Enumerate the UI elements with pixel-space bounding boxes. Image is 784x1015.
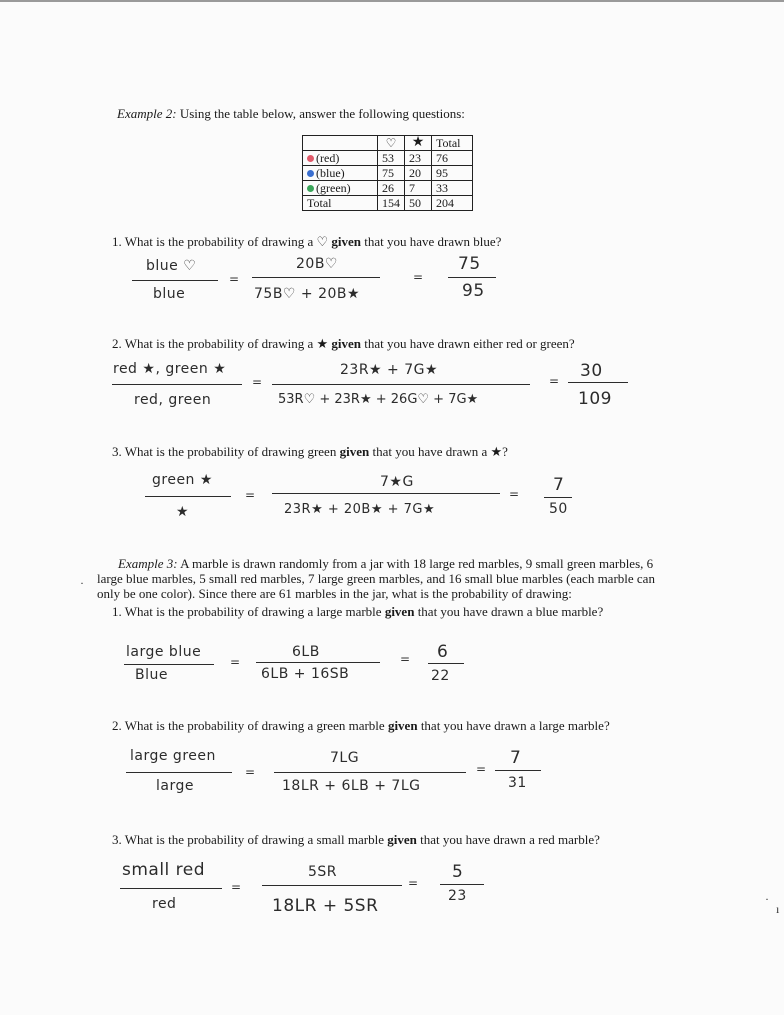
table-cell: 75 bbox=[378, 166, 405, 181]
red-dot-icon bbox=[307, 155, 314, 162]
ex2-q3-math-denominator: 23R★ + 20B★ + 7G★ bbox=[284, 502, 436, 517]
ex2-q2-word-denominator: red, green bbox=[134, 392, 212, 408]
ex2-q1-result-numerator: 75 bbox=[458, 254, 481, 274]
table-row-label bbox=[303, 166, 378, 181]
fraction-bar bbox=[112, 384, 242, 385]
table-header-cell bbox=[303, 136, 378, 151]
ex3-q2-math-numerator: 7LG bbox=[330, 750, 360, 766]
table-cell: 53 bbox=[378, 151, 405, 166]
equals-sign: = bbox=[252, 375, 263, 389]
row-label-text: (red) bbox=[316, 151, 340, 165]
stray-mark: ı bbox=[776, 902, 780, 916]
ex3-q1-word-denominator: Blue bbox=[135, 667, 168, 683]
ex2-question-3: 3. What is the probability of drawing green given that you have drawn a ★? bbox=[112, 444, 508, 459]
example3-line-1: Example 3: A marble is drawn randomly from a jar with 18 large red marbles, 9 small green marbles, 6 bbox=[118, 556, 654, 571]
ex3-q2-word-denominator: large bbox=[156, 778, 194, 794]
stray-mark: · bbox=[80, 576, 84, 590]
table-cell: 7 bbox=[405, 181, 432, 196]
ex2-q3-word-denominator: ★ bbox=[176, 504, 190, 520]
fraction-bar bbox=[448, 277, 496, 278]
example3-line-2: large blue marbles, 5 small red marbles, 7 large green marbles, and 16 small blue marbles (each marble can bbox=[97, 571, 655, 586]
ex2-q2-word-numerator: red ★, green ★ bbox=[113, 361, 227, 377]
equals-sign: = bbox=[230, 655, 241, 669]
ex2-q3-math-numerator: 7★G bbox=[380, 474, 414, 490]
table-cell: 204 bbox=[432, 196, 473, 211]
stray-mark: · bbox=[765, 892, 769, 906]
ex3-q1-result-numerator: 6 bbox=[437, 642, 449, 662]
example2-heading bbox=[117, 106, 465, 122]
table-row-label bbox=[303, 181, 378, 196]
table-cell: 76 bbox=[432, 151, 473, 166]
fraction-bar bbox=[126, 772, 232, 773]
ex3-q2-word-numerator: large green bbox=[130, 748, 216, 764]
ex3-q3-math-denominator: 18LR + 5SR bbox=[272, 896, 379, 916]
blue-dot-icon bbox=[307, 170, 314, 177]
table-header-row bbox=[303, 136, 473, 151]
table-row-label: Total bbox=[303, 196, 378, 211]
ex2-question-1: 1. What is the probability of drawing a ♡ given that you have drawn blue? bbox=[112, 234, 502, 249]
ex2-q1-math-numerator: 20B♡ bbox=[296, 256, 338, 272]
ex2-q2-result-denominator: 109 bbox=[578, 389, 612, 409]
green-dot-icon bbox=[307, 185, 314, 192]
example2-prompt: Using the table below, answer the following questions: bbox=[176, 106, 465, 121]
ex2-q3-word-numerator: green ★ bbox=[152, 472, 213, 488]
fraction-bar bbox=[132, 280, 218, 281]
ex3-q3-math-numerator: 5SR bbox=[308, 864, 338, 880]
ex2-q1-math-denominator: 75B♡ + 20B★ bbox=[254, 286, 361, 302]
fraction-bar bbox=[124, 664, 214, 665]
ex3-question-2: 2. What is the probability of drawing a green marble given that you have drawn a large marble? bbox=[112, 718, 610, 733]
ex2-q2-result-numerator: 30 bbox=[580, 361, 603, 381]
ex3-q3-word-numerator: small red bbox=[122, 860, 206, 880]
equals-sign: = bbox=[509, 487, 520, 501]
marble-table bbox=[302, 135, 473, 211]
table-cell: 20 bbox=[405, 166, 432, 181]
fraction-bar bbox=[495, 770, 541, 771]
fraction-bar bbox=[120, 888, 222, 889]
fraction-bar bbox=[256, 662, 380, 663]
ex3-question-3: 3. What is the probability of drawing a small marble given that you have drawn a red marble? bbox=[112, 832, 600, 847]
heart-icon: ♡ bbox=[378, 136, 405, 151]
scan-top-edge bbox=[0, 0, 784, 2]
fraction-bar bbox=[568, 382, 628, 383]
equals-sign: = bbox=[400, 652, 411, 666]
table-cell: 23 bbox=[405, 151, 432, 166]
ex3-q1-result-denominator: 22 bbox=[431, 668, 450, 684]
ex3-q1-math-denominator: 6LB + 16SB bbox=[261, 666, 350, 682]
star-icon: ★ bbox=[405, 136, 432, 151]
ex2-question-2: 2. What is the probability of drawing a ★ given that you have drawn either red or green? bbox=[112, 336, 575, 351]
equals-sign: = bbox=[245, 765, 256, 779]
row-label-text: (green) bbox=[316, 181, 351, 195]
table-row-label bbox=[303, 151, 378, 166]
ex2-q3-result-numerator: 7 bbox=[553, 475, 565, 495]
example3-line-3: only be one color). Since there are 61 marbles in the jar, what is the probability of drawing: bbox=[97, 586, 572, 601]
ex3-q3-word-denominator: red bbox=[152, 896, 177, 912]
table-cell: 50 bbox=[405, 196, 432, 211]
ex2-q1-word-numerator: blue ♡ bbox=[146, 258, 197, 274]
table-row bbox=[303, 166, 473, 181]
equals-sign: = bbox=[549, 374, 560, 388]
fraction-bar bbox=[272, 384, 530, 385]
fraction-bar bbox=[274, 772, 466, 773]
equals-sign: = bbox=[229, 272, 240, 286]
ex2-q1-word-denominator: blue bbox=[153, 286, 186, 302]
fraction-bar bbox=[428, 663, 464, 664]
ex3-question-1: 1. What is the probability of drawing a large marble given that you have drawn a blue marble? bbox=[112, 604, 604, 619]
example2-label: Example 2: bbox=[117, 106, 177, 121]
example3-label: Example 3: bbox=[118, 556, 178, 571]
ex3-q2-result-numerator: 7 bbox=[510, 748, 522, 768]
equals-sign: = bbox=[231, 880, 242, 894]
equals-sign: = bbox=[413, 270, 424, 284]
ex2-q2-math-numerator: 23R★ + 7G★ bbox=[340, 362, 439, 378]
fraction-bar bbox=[252, 277, 380, 278]
fraction-bar bbox=[272, 493, 500, 494]
ex3-q3-result-denominator: 23 bbox=[448, 888, 467, 904]
table-cell: 154 bbox=[378, 196, 405, 211]
ex2-q1-result-denominator: 95 bbox=[462, 281, 485, 301]
table-cell: 95 bbox=[432, 166, 473, 181]
ex2-q2-math-denominator: 53R♡ + 23R★ + 26G♡ + 7G★ bbox=[278, 392, 479, 407]
fraction-bar bbox=[544, 497, 572, 498]
ex3-q3-result-numerator: 5 bbox=[452, 862, 464, 882]
row-label-text: (blue) bbox=[316, 166, 345, 180]
equals-sign: = bbox=[476, 762, 487, 776]
table-row bbox=[303, 151, 473, 166]
ex2-q3-result-denominator: 50 bbox=[549, 501, 568, 517]
fraction-bar bbox=[440, 884, 484, 885]
table-row bbox=[303, 181, 473, 196]
fraction-bar bbox=[262, 885, 402, 886]
table-header-cell: Total bbox=[432, 136, 473, 151]
table-cell: 26 bbox=[378, 181, 405, 196]
table-cell: 33 bbox=[432, 181, 473, 196]
ex3-q1-math-numerator: 6LB bbox=[292, 644, 320, 660]
equals-sign: = bbox=[245, 488, 256, 502]
ex3-q2-result-denominator: 31 bbox=[508, 775, 527, 791]
ex3-q1-word-numerator: large blue bbox=[126, 644, 202, 660]
fraction-bar bbox=[145, 496, 231, 497]
ex3-q2-math-denominator: 18LR + 6LB + 7LG bbox=[282, 778, 421, 794]
equals-sign: = bbox=[408, 876, 419, 890]
table-total-row bbox=[303, 196, 473, 211]
